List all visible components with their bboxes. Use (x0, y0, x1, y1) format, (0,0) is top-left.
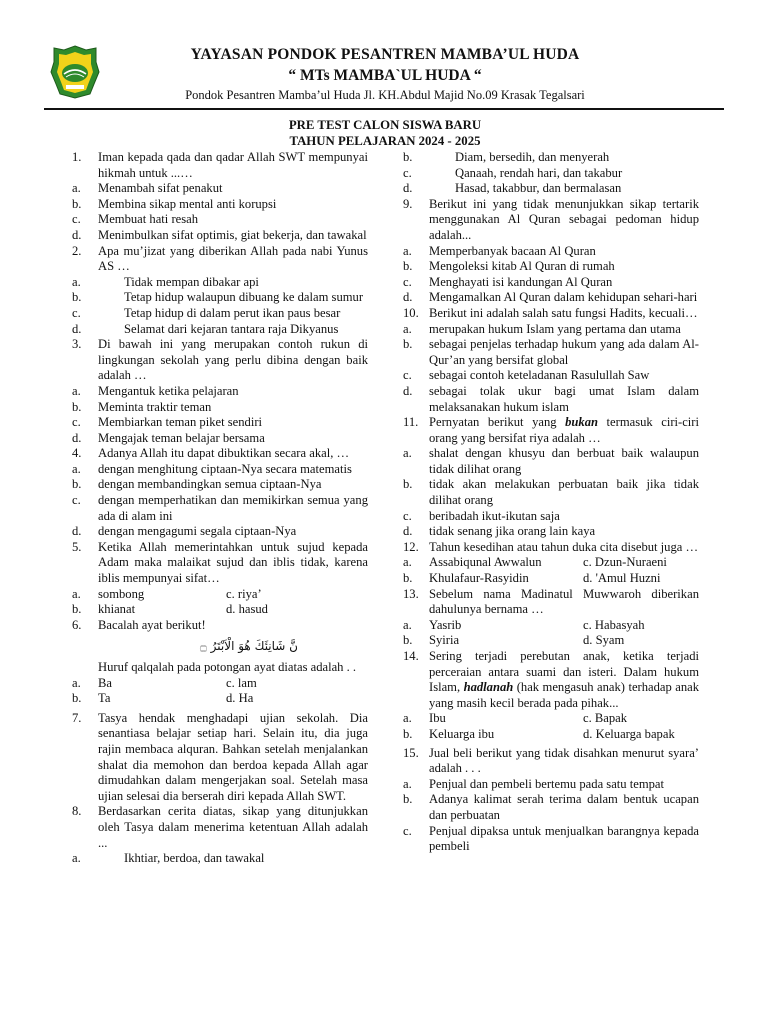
option-b[interactable]: b. Meminta traktir teman (72, 399, 212, 414)
option-c[interactable]: c. Membiarkan teman piket sendiri (72, 415, 263, 430)
option-b[interactable]: b. tidak akan melakukan perbuatan baik jika tidak dilihat orang (403, 477, 699, 508)
option-d[interactable]: d. 'Amul Huzni (583, 571, 661, 586)
question-text: Apa mu’jizat yang diberikan Allah pada nabi Yunus AS … (98, 243, 368, 274)
question-text: Adanya Allah itu dapat dibuktikan secara akal, … (98, 446, 350, 461)
question-6: 6. Bacalah ayat berikut! (72, 617, 206, 632)
option-c[interactable]: c. dengan memperhatikan dan memikirkan semua yang ada di alam ini (72, 493, 368, 523)
right-column (403, 150, 699, 855)
question-11: 11. Pernyatan berikut yang bukan termasuk ciri-ciri orang yang bersifat riya adalah … (403, 415, 699, 445)
option-c[interactable]: c. Bapak (583, 711, 628, 726)
option-d[interactable]: d. sebagai tolak ukur bagi umat Islam dalam melaksanakan hukum islam (403, 383, 699, 414)
option-a[interactable]: a. dengan menghitung ciptaan-Nya secara matematis (72, 461, 352, 476)
question-text: Jual beli berikut yang tidak disahkan menurut syara’ adalah . . . (429, 745, 699, 776)
option-d[interactable]: d. dengan mengagumi segala ciptaan-Nya (72, 524, 297, 539)
option-b[interactable]: b. Membina sikap mental anti korupsi (72, 196, 277, 211)
school-logo (50, 44, 100, 100)
question-text: Berikut ini yang tidak menunjukkan sikap tertarik menggunakan Al Quran sebagai pedoman hidup adalah... (429, 196, 699, 242)
question-text: Sering terjadi perebutan anak, ketika terjadi perceraian antara suami dan isteri. Dalam hukum Islam, (429, 649, 699, 695)
option-b[interactable]: b. Khulafaur-Rasyidin (403, 571, 529, 586)
option-a[interactable]: a. Memperbanyak bacaan Al Quran (403, 243, 596, 258)
options-row (72, 587, 368, 603)
option-c[interactable]: c. Dzun-Nuraeni (583, 555, 667, 570)
question-8: 8. Berdasarkan cerita diatas, sikap yang ditunjukkan oleh Tasya dalam menerima ketentuan Allah adalah ... (72, 804, 368, 850)
option-d[interactable]: d. Keluarga bapak (583, 726, 675, 741)
letterhead (0, 38, 768, 108)
left-column (72, 150, 368, 867)
question-4: 4. Adanya Allah itu dapat dibuktikan secara akal, … (72, 446, 350, 461)
option-d[interactable]: d. Menimbulkan sifat optimis, giat bekerja, dan tawakal (72, 227, 367, 242)
question-text: Tahun kesedihan atau tahun duka cita disebut juga … (429, 539, 699, 554)
option-d[interactable]: d. Mengajak teman belajar bersama (72, 430, 265, 445)
option-b[interactable]: b. Ta (72, 691, 111, 706)
option-a[interactable]: a. sombong (72, 586, 145, 601)
school-name: “ MTs MAMBA`UL HUDA “ (288, 67, 482, 84)
option-c[interactable]: c. beribadah ikut-ikutan saja (403, 508, 560, 523)
option-b[interactable]: b. khianat (72, 602, 136, 617)
option-b[interactable]: b. Syiria (403, 633, 460, 648)
option-a[interactable]: a. Tidak mempan dibakar api (72, 274, 259, 289)
option-a[interactable]: a. Penjual dan pembeli bertemu pada satu tempat (403, 776, 665, 791)
option-c[interactable]: c. Qanaah, rendah hari, dan takabur (403, 165, 623, 180)
header-divider (44, 108, 724, 110)
option-c[interactable]: c. Penjual dipaksa untuk menjualkan barangnya kepada pembeli (403, 823, 699, 854)
emphasis-hadlanah: hadlanah (463, 680, 514, 695)
option-d[interactable]: d. hasud (226, 602, 268, 617)
question-text: Di bawah ini yang merupakan contoh rukun di lingkungan sekolah yang perlu dibina dengan baik adalah … (98, 337, 368, 383)
options-row (72, 676, 368, 692)
option-a[interactable]: a. Ibu (403, 711, 446, 726)
foundation-name: YAYASAN PONDOK PESANTREN MAMBA’UL HUDA (190, 46, 580, 63)
question-7: 7. Tasya hendak menghadapi ujian sekolah. Dia senantiasa belajar setiap hari. Selain itu, dia juga rajin membaca alquran. Bahkan setelah menjalankan shalat dia memohon dan berdoa kepada Allah agar dimudahkan dalam mengerjakan soal. Setelah masa ujian selesai dia berserah diri kepada Allah SWT. (72, 710, 368, 803)
option-d[interactable]: d. Hasad, takabbur, dan bermalasan (403, 181, 622, 196)
options-row (403, 618, 699, 634)
question-2: 2. Apa mu’jizat yang diberikan Allah pada nabi Yunus AS … (72, 243, 368, 274)
options-row (403, 727, 699, 743)
option-d[interactable]: d. tidak senang jika orang lain kaya (403, 524, 596, 539)
option-c[interactable]: c. lam (226, 675, 257, 690)
question-text: Iman kepada qada dan qadar Allah SWT mempunyai hikmah untuk ...… (98, 150, 368, 180)
question-9: 9. Berikut ini yang tidak menunjukkan sikap tertarik menggunakan Al Quran sebagai pedoman hidup adalah... (403, 196, 699, 242)
option-b[interactable]: b. Adanya kalimat serah terima dalam bentuk ucapan dan perbuatan (403, 792, 699, 822)
arabic-verse: نَّ شَانِئَكَ هُوَ الْاَبْتَرُ ۝ (199, 639, 298, 654)
question-text: Ketika Allah memerintahkan untuk sujud kepada Adam maka malaikat sujud dan iblis tidak, karena iblis mempunyai sifat… (98, 539, 368, 586)
option-a[interactable]: a. Menambah sifat penakut (72, 181, 223, 196)
question-15: 15. Jual beli berikut yang tidak disahkan menurut syara’ adalah . . . (403, 745, 699, 776)
question-text: Tasya hendak menghadapi ujian sekolah. Dia senantiasa belajar setiap hari. Selain itu, dia juga rajin membaca alquran. Bahkan setelah menjalankan shalat dia memohon dan berdoa kepada Allah agar dimudahkan dalam mengerjakan soal. Setelah masa ujian selesai dia berserah diri kepada Allah SWT. (98, 710, 368, 803)
option-b[interactable]: b. Diam, bersedih, dan menyerah (403, 150, 610, 164)
option-c[interactable]: c. Menghayati isi kandungan Al Quran (403, 274, 613, 289)
option-b[interactable]: b. Mengoleksi kitab Al Quran di rumah (403, 259, 615, 274)
option-a[interactable]: a. Assabiqunal Awwalun (403, 555, 542, 570)
option-b[interactable]: b. Keluarga ibu (403, 726, 495, 741)
option-c[interactable]: c. Habasyah (583, 617, 645, 632)
school-address: Pondok Pesantren Mamba’ul Huda Jl. KH.Abdul Majid No.09 Krasak Tegalsari (185, 88, 585, 102)
option-a[interactable]: a. Ikhtiar, berdoa, dan tawakal (72, 851, 265, 866)
option-c[interactable]: c. riya’ (226, 586, 262, 601)
question-10: 10. Berikut ini adalah salah satu fungsi Hadits, kecuali… (403, 305, 698, 320)
option-a[interactable]: a. shalat dengan khusyu dan berbuat baik walaupun tidak dilihat orang (403, 446, 699, 476)
question-3: 3. Di bawah ini yang merupakan contoh rukun di lingkungan sekolah yang perlu dibina dengan baik adalah … (72, 337, 368, 383)
option-d[interactable]: d. Selamat dari kejaran tantara raja Dikyanus (72, 321, 339, 336)
options-row (72, 602, 368, 618)
option-b[interactable]: b. Tetap hidup walaupun dibuang ke dalam sumur (72, 290, 364, 305)
question-text-continued: Huruf qalqalah pada potongan ayat diatas adalah . . (98, 660, 357, 674)
question-1: 1. Iman kepada qada dan qadar Allah SWT mempunyai hikmah untuk ...… (72, 150, 368, 180)
options-row (403, 571, 699, 587)
option-b[interactable]: b. sebagai penjelas terhadap hukum yang ada dalam Al-Qur’an yang bersifat global (403, 337, 699, 367)
option-c[interactable]: c. Tetap hidup di dalam perut ikan paus besar (72, 305, 341, 320)
option-a[interactable]: a. Ba (72, 675, 112, 690)
option-d[interactable]: d. Mengamalkan Al Quran dalam kehidupan sehari-hari (403, 290, 698, 305)
question-12: 12. Tahun kesedihan atau tahun duka cita disebut juga … (403, 539, 699, 554)
option-d[interactable]: d. Ha (226, 691, 254, 706)
question-text: Pernyatan berikut yang (429, 415, 566, 430)
option-b[interactable]: b. dengan membandingkan semua ciptaan-Nya (72, 477, 322, 492)
question-5: 5. Ketika Allah memerintahkan untuk sujud kepada Adam maka malaikat sujud dan iblis tidak, karena iblis mempunyai sifat… (72, 539, 368, 586)
academic-year: TAHUN PELAJARAN 2024 - 2025 (289, 134, 481, 148)
question-13: 13. Sebelum nama Madinatul Muwwaroh diberikan dahulunya bernama … (403, 586, 699, 617)
question-text: Berikut ini adalah salah satu fungsi Hadits, kecuali… (429, 305, 698, 320)
option-d[interactable]: d. Syam (583, 633, 625, 648)
question-14: 14. Sering terjadi perebutan anak, ketika terjadi perceraian antara suami dan isteri. Dalam hukum Islam, hadlanah (hak mengasuh anak) terhadap anak yang masih kecil berada pada pihak... (403, 649, 700, 710)
question-text: Bacalah ayat berikut! (98, 617, 206, 632)
question-text: Berdasarkan cerita diatas, sikap yang ditunjukkan oleh Tasya dalam menerima ketentuan Allah adalah ... (98, 804, 368, 850)
option-a[interactable]: a. Mengantuk ketika pelajaran (72, 383, 239, 398)
options-row (403, 711, 699, 727)
options-row (403, 555, 699, 571)
options-row (403, 633, 699, 649)
option-a[interactable]: a. Yasrib (403, 617, 462, 632)
emphasis-bukan: bukan (565, 415, 599, 430)
options-row (72, 691, 368, 707)
option-c[interactable]: c. sebagai contoh keteladanan Rasulullah Saw (403, 368, 650, 383)
option-c[interactable]: c. Membuat hati resah (72, 212, 199, 227)
question-text: Sebelum nama Madinatul Muwwaroh diberikan dahulunya bernama … (429, 586, 699, 617)
exam-title: PRE TEST CALON SISWA BARU (288, 118, 482, 132)
option-a[interactable]: a. merupakan hukum Islam yang pertama dan utama (403, 321, 681, 336)
